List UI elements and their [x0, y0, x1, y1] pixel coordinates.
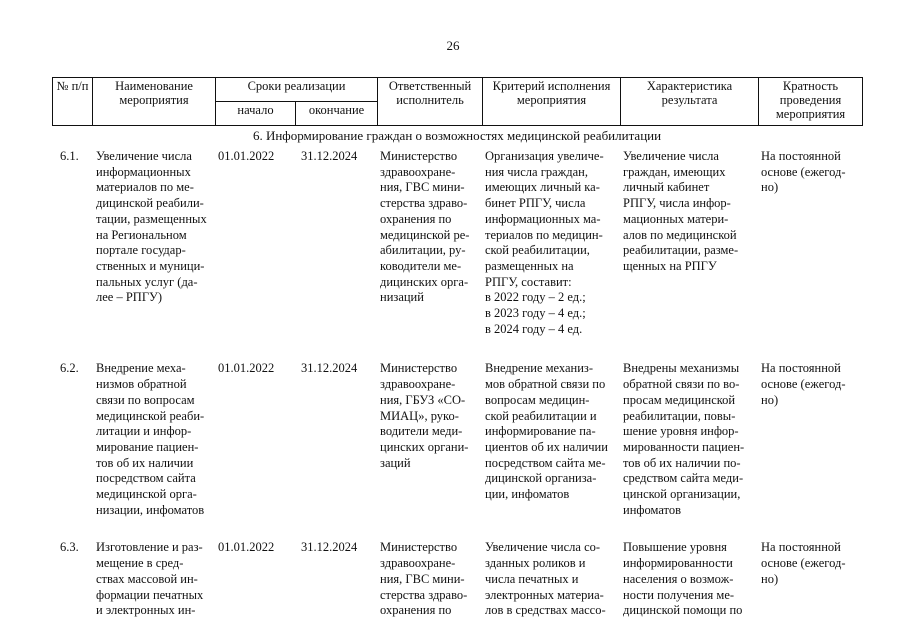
row-start-date: 01.01.2022 [218, 149, 275, 163]
text-line: низаций [380, 290, 424, 305]
text-line: На постоянной [761, 361, 841, 376]
text-line: литации и инфор- [96, 424, 192, 439]
text-line: мов обратной связи по [485, 377, 606, 392]
text-line: дицинской помощи по [623, 603, 743, 618]
text-line: РПГУ, составит: [485, 274, 572, 289]
text-line: Увеличение числа [623, 149, 719, 163]
row-end-date: 31.12.2024 [301, 361, 358, 376]
text-line: Увеличение числа со- [485, 540, 601, 555]
text-line: информированности [623, 556, 733, 571]
header-num: № п/п [53, 78, 93, 126]
text-line: тации, размещенных [96, 211, 207, 226]
text-line: но) [761, 392, 779, 407]
row-name [92, 361, 215, 518]
text-line: в 2022 году – 2 ед.; [485, 290, 586, 305]
text-line: связи по вопросам [96, 392, 195, 407]
text-line: ния числа граждан, [485, 164, 588, 179]
text-line: Повышение уровня [623, 540, 727, 555]
text-line: ствах массовой ин- [96, 571, 198, 586]
text-line: информирование па- [485, 424, 596, 439]
row-result [620, 149, 758, 337]
text-line: дицинских орга- [380, 274, 469, 289]
text-line: мационных матери- [623, 211, 729, 226]
row-responsible [377, 149, 482, 337]
text-line: шение уровня инфор- [623, 424, 739, 439]
row-criterion [482, 361, 620, 518]
header-responsible: Ответственный исполнитель [378, 78, 483, 126]
text-line: основе (ежегод- [761, 377, 846, 392]
text-line: и электронных ин- [96, 603, 196, 618]
text-line: населения о возмож- [623, 571, 734, 586]
row-end-date: 31.12.2024 [301, 149, 358, 163]
text-line: лов в средствах массо- [485, 603, 606, 618]
table-row [52, 540, 862, 619]
row-responsible [377, 361, 482, 518]
text-line: ции, инфоматов [485, 487, 570, 502]
row-name [92, 540, 215, 619]
text-line: стерства здраво- [380, 196, 468, 211]
row-frequency [758, 540, 862, 619]
text-line: граждан, имеющих [623, 164, 726, 179]
text-line: ской реабилитации, [485, 243, 590, 258]
text-line: медицинской ре- [380, 227, 470, 242]
row-frequency [758, 149, 862, 337]
text-line: числа печатных и [485, 571, 579, 586]
text-line: реабилитации, разме- [623, 243, 739, 258]
text-line: циентов об их наличии [485, 439, 608, 454]
table-body [52, 149, 862, 619]
text-line: цинских органи- [380, 439, 469, 454]
text-line: посредством сайта [96, 471, 196, 486]
text-line: дицинской организа- [485, 471, 597, 486]
row-frequency [758, 361, 862, 518]
row-result [620, 540, 758, 619]
text-line: размещенных на [485, 258, 574, 273]
text-line: посредством сайта ме- [485, 455, 606, 470]
text-line: тов об их наличии по- [623, 455, 741, 470]
text-line: лее – РПГУ) [96, 290, 163, 305]
text-line: териалов по медицин- [485, 227, 603, 242]
text-line: реабилитации, повы- [623, 408, 736, 423]
text-line: Организация увеличе- [485, 149, 604, 163]
table-row [52, 361, 862, 518]
header-result: Характеристика результата [621, 78, 759, 126]
row-criterion [482, 540, 620, 619]
text-line: ния, ГБУЗ «СО- [380, 392, 466, 407]
text-line: инфоматов [623, 502, 681, 517]
text-line: медицинской реаби- [96, 408, 205, 423]
text-line: портале государ- [96, 243, 186, 258]
text-line: ственных и муници- [96, 258, 205, 273]
row-responsible [377, 540, 482, 619]
text-line: стерства здраво- [380, 587, 468, 602]
header-end: окончание [296, 102, 378, 126]
row-num: 6.1. [60, 149, 79, 163]
text-line: низации, инфоматов [96, 502, 205, 517]
text-line: просам медицинской [623, 392, 736, 407]
text-line: в 2023 году – 4 ед.; [485, 306, 586, 321]
text-line: ности получения ме- [623, 587, 735, 602]
text-line: основе (ежегод- [761, 164, 846, 179]
text-line: зданных роликов и [485, 556, 586, 571]
text-line: ния, ГВС мини- [380, 180, 465, 195]
table-header [52, 77, 862, 126]
header-criterion: Критерий исполнения мероприятия [483, 78, 621, 126]
row-start-date: 01.01.2022 [218, 361, 275, 376]
text-line: мещение в сред- [96, 556, 184, 571]
text-line: в 2024 году – 4 ед. [485, 321, 583, 336]
text-line: Внедрение меха- [96, 361, 186, 376]
text-line: щенных на РПГУ [623, 258, 717, 273]
text-line: низмов обратной [96, 377, 187, 392]
table-row [52, 149, 862, 337]
text-line: формации печатных [96, 587, 204, 602]
text-line: на Региональном [96, 227, 187, 242]
header-frequency: Кратность проведения мероприятия [759, 78, 863, 126]
text-line: ководители ме- [380, 258, 462, 273]
text-line: Увеличение числа [96, 149, 192, 163]
row-num: 6.2. [60, 361, 79, 376]
text-line: ния, ГВС мини- [380, 571, 465, 586]
text-line: абилитации, ру- [380, 243, 466, 258]
text-line: Министерство [380, 540, 458, 555]
text-line: Министерство [380, 361, 458, 376]
header-start: начало [216, 102, 296, 126]
text-line: охранения по [380, 211, 452, 226]
text-line: МИАЦ», руко- [380, 408, 459, 423]
text-line: вопросам медицин- [485, 392, 590, 407]
text-line: дицинской реабили- [96, 196, 204, 211]
row-start-date: 01.01.2022 [218, 540, 275, 555]
text-line: основе (ежегод- [761, 556, 846, 571]
text-line: ской реабилитации и [485, 408, 597, 423]
row-name [92, 149, 215, 337]
header-name: Наименование мероприятия [93, 78, 216, 126]
text-line: охранения по [380, 603, 452, 618]
text-line: имеющих личный ка- [485, 180, 600, 195]
text-line: бинет РПГУ, числа [485, 196, 586, 211]
text-line: алов по медицинской [623, 227, 737, 242]
row-end-date: 31.12.2024 [301, 540, 358, 555]
text-line: заций [380, 455, 411, 470]
text-line: Внедрение механиз- [485, 361, 594, 376]
text-line: здравоохране- [380, 164, 456, 179]
text-line: мированности пациен- [623, 439, 745, 454]
row-result [620, 361, 758, 518]
text-line: но) [761, 180, 779, 195]
text-line: Внедрены механизмы [623, 361, 740, 376]
text-line: На постоянной [761, 540, 841, 555]
text-line: медицинской орга- [96, 487, 197, 502]
row-criterion [482, 149, 620, 337]
text-line: информационных ма- [485, 211, 601, 226]
text-line: здравоохране- [380, 556, 456, 571]
text-line: мирование пациен- [96, 439, 199, 454]
text-line: пальных услуг (да- [96, 274, 198, 289]
text-line: Министерство [380, 149, 458, 163]
text-line: обратной связи по во- [623, 377, 740, 392]
text-line: но) [761, 571, 779, 586]
text-line: здравоохране- [380, 377, 456, 392]
page-number: 26 [446, 38, 460, 53]
text-line: личный кабинет [623, 180, 710, 195]
text-line: тов об их наличии [96, 455, 194, 470]
text-line: РПГУ, числа инфор- [623, 196, 731, 211]
text-line: информационных [96, 164, 191, 179]
text-line: электронных материа- [485, 587, 604, 602]
text-line: материалов по ме- [96, 180, 194, 195]
section-title: 6. Информирование граждан о возможностях медицинской реабилитации [252, 128, 662, 143]
text-line: Изготовление и раз- [96, 540, 203, 555]
text-line: средством сайта меди- [623, 471, 744, 486]
text-line: цинской организации, [623, 487, 741, 502]
row-num: 6.3. [60, 540, 79, 555]
text-line: На постоянной [761, 149, 841, 163]
header-timing: Сроки реализации [216, 78, 378, 102]
text-line: водители меди- [380, 424, 463, 439]
